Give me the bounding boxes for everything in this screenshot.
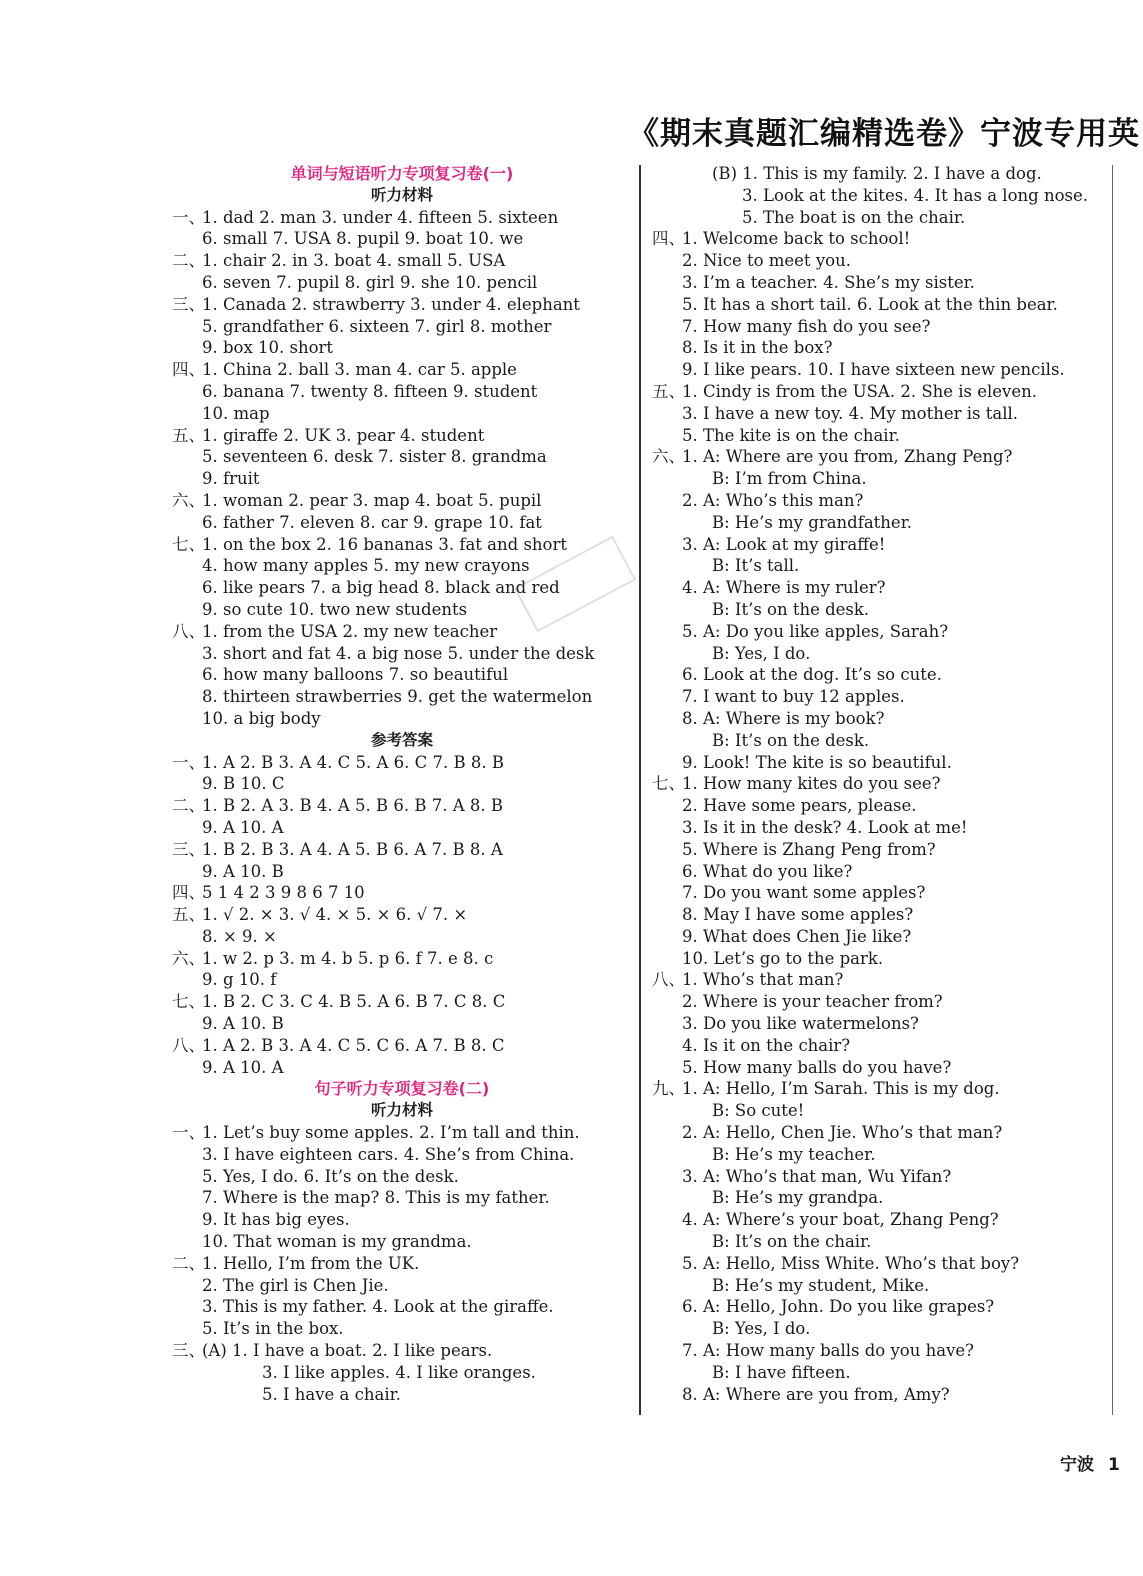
item-text: 3. short and fat 4. a big nose 5. under the desk: [202, 643, 595, 663]
item-text: B: It’s tall.: [712, 556, 800, 576]
item-text: 9. It has big eyes.: [202, 1210, 350, 1230]
item-text: 5. Yes, I do. 6. It’s on the desk.: [202, 1166, 459, 1186]
item-text: 8. Is it in the box?: [682, 338, 833, 358]
section2-material-heading: 听力材料: [370, 1101, 433, 1120]
text-line: [172, 468, 632, 490]
item-text: 9. Look! The kite is so beautiful.: [682, 752, 952, 772]
text-line: [172, 1362, 632, 1384]
item-text: 5. The kite is on the chair.: [682, 425, 900, 445]
text-line: [652, 839, 1112, 861]
text-line: [172, 773, 632, 795]
item-text: 5. I have a chair.: [262, 1384, 401, 1404]
item-number: 五、: [172, 425, 205, 445]
item-text: B: Yes, I do.: [712, 1319, 811, 1339]
item-text: 3. I like apples. 4. I like oranges.: [262, 1362, 536, 1382]
item-text: 1. B 2. A 3. B 4. A 5. B 6. B 7. A 8. B: [202, 796, 503, 816]
text-line: [172, 1231, 632, 1253]
text-line: [172, 948, 632, 970]
text-line: [652, 1253, 1112, 1275]
item-text: (A) 1. I have a boat. 2. I like pears.: [202, 1341, 493, 1361]
text-line: [172, 1209, 632, 1231]
text-line: [652, 403, 1112, 425]
text-line: [172, 1013, 632, 1035]
text-line: [172, 686, 632, 708]
text-line: [652, 991, 1112, 1013]
text-line: [652, 686, 1112, 708]
item-text: 4. how many apples 5. my new crayons: [202, 556, 530, 576]
item-text: 1. Cindy is from the USA. 2. She is eleven.: [682, 381, 1038, 401]
text-line: [172, 1296, 632, 1318]
item-text: 5. A: Do you like apples, Sarah?: [682, 621, 949, 641]
item-text: 1. How many kites do you see?: [682, 774, 941, 794]
text-line: [652, 1209, 1112, 1231]
item-text: B: It’s on the desk.: [712, 599, 870, 619]
item-text: 6. like pears 7. a big head 8. black and red: [202, 578, 560, 598]
item-text: B: Yes, I do.: [712, 643, 811, 663]
item-text: 8. A: Where is my book?: [682, 708, 885, 728]
item-number: 七、: [172, 534, 205, 554]
item-text: 9. B 10. C: [202, 774, 285, 794]
item-text: 10. a big body: [202, 708, 321, 728]
item-number: 六、: [172, 948, 205, 968]
item-text: 1. from the USA 2. my new teacher: [202, 621, 498, 641]
item-number: 四、: [172, 360, 205, 380]
text-line: [652, 1144, 1112, 1166]
item-text: 6. seven 7. pupil 8. girl 9. she 10. pencil: [202, 272, 538, 292]
text-line: [652, 512, 1112, 534]
text-line: [172, 1275, 632, 1297]
item-text: 3. I have eighteen cars. 4. She’s from China.: [202, 1144, 575, 1164]
item-number: 四、: [652, 229, 685, 249]
right-column: [652, 163, 1112, 1405]
text-line: [172, 1035, 632, 1057]
item-text: B: It’s on the desk.: [712, 730, 870, 750]
item-text: B: It’s on the chair.: [712, 1232, 872, 1252]
text-line: [172, 882, 632, 904]
item-text: 1. Welcome back to school!: [682, 229, 911, 249]
text-line: [652, 1035, 1112, 1057]
text-line: [652, 621, 1112, 643]
text-line: [172, 1340, 632, 1362]
item-number: 一、: [172, 207, 205, 227]
text-line: [652, 773, 1112, 795]
item-text: 4. Is it on the chair?: [682, 1035, 851, 1055]
text-line: [172, 381, 632, 403]
item-number: 三、: [172, 1341, 205, 1361]
item-text: B: He’s my grandfather.: [712, 512, 913, 532]
item-text: B: He’s my student, Mike.: [712, 1275, 930, 1295]
item-text: 6. father 7. eleven 8. car 9. grape 10. fat: [202, 512, 542, 532]
text-line: [652, 730, 1112, 752]
item-text: 8. × 9. ×: [202, 926, 277, 946]
item-text: 7. I want to buy 12 apples.: [682, 687, 905, 707]
text-line: [172, 1144, 632, 1166]
item-text: 5. seventeen 6. desk 7. sister 8. grandma: [202, 447, 547, 467]
item-text: 1. √ 2. × 3. √ 4. × 5. × 6. √ 7. ×: [202, 905, 468, 925]
item-text: 6. banana 7. twenty 8. fifteen 9. student: [202, 381, 538, 401]
text-line: [652, 1013, 1112, 1035]
item-text: B: I have fifteen.: [712, 1362, 851, 1382]
item-text: 9. What does Chen Jie like?: [682, 926, 912, 946]
text-line: [172, 1166, 632, 1188]
text-line: [172, 207, 632, 229]
text-line: [172, 359, 632, 381]
item-text: 8. thirteen strawberries 9. get the watermelon: [202, 687, 593, 707]
item-text: 1. A: Hello, I’m Sarah. This is my dog.: [682, 1079, 1000, 1099]
item-text: 5. How many balls do you have?: [682, 1057, 952, 1077]
text-line: [172, 1253, 632, 1275]
item-text: 5. A: Hello, Miss White. Who’s that boy?: [682, 1253, 1020, 1273]
item-text: 9. A 10. B: [202, 861, 284, 881]
item-text: 6. how many balloons 7. so beautiful: [202, 665, 509, 685]
item-text: 5. grandfather 6. sixteen 7. girl 8. mother: [202, 316, 552, 336]
text-line: [652, 207, 1112, 229]
text-line: [172, 1187, 632, 1209]
item-text: 2. A: Who’s this man?: [682, 490, 864, 510]
item-text: 3. A: Who’s that man, Wu Yifan?: [682, 1166, 952, 1186]
text-line: [172, 294, 632, 316]
section1-material-heading: 听力材料: [370, 185, 433, 204]
item-text: 9. A 10. B: [202, 1014, 284, 1034]
text-line: [172, 1122, 632, 1144]
text-line: [652, 468, 1112, 490]
text-line: [652, 1122, 1112, 1144]
item-text: 5. It has a short tail. 6. Look at the thin bear.: [682, 294, 1058, 314]
page-footer: [1060, 1450, 1120, 1475]
text-line: [172, 752, 632, 774]
item-text: 7. How many fish do you see?: [682, 316, 931, 336]
item-number: 五、: [172, 905, 205, 925]
page-number: 1: [1108, 1455, 1120, 1475]
text-line: [652, 1100, 1112, 1122]
item-text: 7. A: How many balls do you have?: [682, 1341, 975, 1361]
left-column: [172, 163, 632, 1405]
text-line: [652, 1187, 1112, 1209]
item-text: 2. A: Hello, Chen Jie. Who’s that man?: [682, 1123, 1003, 1143]
text-line: [172, 425, 632, 447]
text-line: [172, 446, 632, 468]
text-line: [652, 1231, 1112, 1253]
item-text: 1. on the box 2. 16 bananas 3. fat and short: [202, 534, 567, 554]
text-line: [172, 228, 632, 250]
answers-heading: 参考答案: [370, 730, 433, 749]
text-line: [652, 1275, 1112, 1297]
item-number: 四、: [172, 883, 205, 903]
item-text: 8. May I have some apples?: [682, 905, 914, 925]
text-line: [652, 969, 1112, 991]
text-line: [172, 316, 632, 338]
item-text: 4. A: Where’s your boat, Zhang Peng?: [682, 1210, 999, 1230]
text-line: [652, 272, 1112, 294]
item-text: 1. A 2. B 3. A 4. C 5. A 6. C 7. B 8. B: [202, 752, 504, 772]
item-number: 六、: [652, 447, 685, 467]
item-text: 3. Do you like watermelons?: [682, 1014, 919, 1034]
text-line: [172, 512, 632, 534]
text-line: [652, 948, 1112, 970]
item-text: 6. A: Hello, John. Do you like grapes?: [682, 1297, 995, 1317]
text-line: [172, 250, 632, 272]
text-line: [652, 926, 1112, 948]
item-number: 三、: [172, 839, 205, 859]
text-line: [652, 861, 1112, 883]
text-line: [652, 643, 1112, 665]
text-line: [652, 1057, 1112, 1079]
item-text: 1. A 2. B 3. A 4. C 5. C 6. A 7. B 8. C: [202, 1035, 505, 1055]
item-text: 5 1 4 2 3 9 8 6 7 10: [202, 883, 365, 903]
item-text: 10. That woman is my grandma.: [202, 1232, 472, 1252]
text-line: [652, 163, 1112, 185]
item-text: 2. Nice to meet you.: [682, 251, 851, 271]
item-text: (B) 1. This is my family. 2. I have a dog.: [712, 164, 1042, 183]
text-line: [172, 969, 632, 991]
text-line: [652, 425, 1112, 447]
item-text: B: I’m from China.: [712, 469, 867, 489]
text-line: [652, 1166, 1112, 1188]
item-text: 6. What do you like?: [682, 861, 853, 881]
text-line: [652, 446, 1112, 468]
item-text: 3. I’m a teacher. 4. She’s my sister.: [682, 272, 975, 292]
item-text: 1. A: Where are you from, Zhang Peng?: [682, 447, 1013, 467]
item-text: 9. so cute 10. two new students: [202, 599, 468, 619]
text-line: [172, 817, 632, 839]
item-text: 8. A: Where are you from, Amy?: [682, 1384, 950, 1404]
item-text: 9. g 10. f: [202, 970, 277, 990]
text-line: [652, 599, 1112, 621]
item-text: 9. A 10. A: [202, 817, 284, 837]
item-number: 五、: [652, 381, 685, 401]
item-text: B: He’s my teacher.: [712, 1144, 876, 1164]
item-text: 9. fruit: [202, 469, 260, 489]
item-number: 八、: [652, 970, 685, 990]
item-text: 3. A: Look at my giraffe!: [682, 534, 886, 554]
item-number: 二、: [172, 1253, 205, 1273]
item-text: 1. chair 2. in 3. boat 4. small 5. USA: [202, 251, 506, 271]
text-line: [652, 381, 1112, 403]
text-line: [652, 708, 1112, 730]
item-text: 7. Where is the map? 8. This is my father.: [202, 1188, 550, 1208]
text-line: [172, 337, 632, 359]
text-line: [652, 795, 1112, 817]
text-line: [172, 403, 632, 425]
text-line: [172, 490, 632, 512]
item-text: 1. giraffe 2. UK 3. pear 4. student: [202, 425, 485, 445]
text-line: [172, 991, 632, 1013]
text-line: [652, 250, 1112, 272]
item-number: 一、: [172, 1123, 205, 1143]
item-number: 二、: [172, 251, 205, 271]
item-text: 2. The girl is Chen Jie.: [202, 1275, 389, 1295]
item-text: 1. China 2. ball 3. man 4. car 5. apple: [202, 360, 517, 380]
item-text: 9. A 10. A: [202, 1057, 284, 1077]
text-line: [172, 643, 632, 665]
answer-lines: [172, 752, 632, 1079]
right-column-lines: [652, 163, 1112, 1405]
item-text: 3. This is my father. 4. Look at the giraffe.: [202, 1297, 554, 1317]
item-text: 2. Have some pears, please.: [682, 796, 917, 816]
item-text: 6. Look at the dog. It’s so cute.: [682, 665, 942, 685]
item-text: 3. Look at the kites. 4. It has a long nose.: [742, 185, 1088, 205]
text-line: [652, 294, 1112, 316]
item-text: 3. I have a new toy. 4. My mother is tall.: [682, 403, 1019, 423]
item-text: B: He’s my grandpa.: [712, 1188, 884, 1208]
header-title: 《期末真题汇编精选卷》宁波专用英: [628, 116, 1140, 152]
item-text: 1. Hello, I’m from the UK.: [202, 1253, 420, 1273]
text-line: [652, 817, 1112, 839]
text-line: [172, 839, 632, 861]
text-line: [652, 1318, 1112, 1340]
text-line: [652, 185, 1112, 207]
item-text: 1. B 2. C 3. C 4. B 5. A 6. B 7. C 8. C: [202, 992, 506, 1012]
text-line: [652, 664, 1112, 686]
item-number: 八、: [172, 621, 205, 641]
text-line: [172, 861, 632, 883]
item-text: 9. box 10. short: [202, 338, 334, 358]
item-text: 1. w 2. p 3. m 4. b 5. p 6. f 7. e 8. c: [202, 948, 494, 968]
text-line: [172, 577, 632, 599]
item-text: 1. woman 2. pear 3. map 4. boat 5. pupil: [202, 490, 542, 510]
item-text: 7. Do you want some apples?: [682, 883, 926, 903]
text-line: [172, 904, 632, 926]
section1-title: 单词与短语听力专项复习卷(一): [290, 164, 514, 183]
text-line: [652, 752, 1112, 774]
section2-title: 句子听力专项复习卷(二): [314, 1079, 490, 1099]
column-divider: [639, 165, 641, 1415]
text-line: [652, 1340, 1112, 1362]
text-line: [652, 904, 1112, 926]
text-line: [172, 1318, 632, 1340]
text-line: [172, 534, 632, 556]
text-line: [652, 1362, 1112, 1384]
text-line: [172, 272, 632, 294]
item-text: 1. Let’s buy some apples. 2. I’m tall and thin.: [202, 1123, 580, 1143]
text-line: [172, 664, 632, 686]
item-number: 九、: [652, 1079, 685, 1099]
item-text: 4. A: Where is my ruler?: [682, 578, 886, 598]
text-line: [172, 926, 632, 948]
item-text: 5. Where is Zhang Peng from?: [682, 839, 936, 859]
item-number: 一、: [172, 752, 205, 772]
item-text: 9. I like pears. 10. I have sixteen new pencils.: [682, 360, 1065, 380]
text-line: [172, 1384, 632, 1406]
text-line: [172, 599, 632, 621]
section2-lines: [172, 1122, 632, 1405]
item-text: 1. Who’s that man?: [682, 970, 844, 990]
item-text: 1. dad 2. man 3. under 4. fifteen 5. sixteen: [202, 207, 559, 227]
item-text: 2. Where is your teacher from?: [682, 992, 943, 1012]
footer-region: 宁波: [1060, 1455, 1094, 1475]
text-line: [172, 708, 632, 730]
item-number: 三、: [172, 294, 205, 314]
item-text: 1. B 2. B 3. A 4. A 5. B 6. A 7. B 8. A: [202, 839, 503, 859]
section1-lines: [172, 207, 632, 730]
item-text: 10. map: [202, 403, 270, 423]
text-line: [652, 534, 1112, 556]
text-line: [652, 490, 1112, 512]
item-text: 10. Let’s go to the park.: [682, 948, 884, 968]
text-line: [172, 555, 632, 577]
item-text: 6. small 7. USA 8. pupil 9. boat 10. we: [202, 229, 524, 249]
text-line: [652, 228, 1112, 250]
item-text: B: So cute!: [712, 1101, 805, 1121]
item-number: 七、: [172, 992, 205, 1012]
text-line: [652, 1078, 1112, 1100]
text-line: [652, 1296, 1112, 1318]
text-line: [172, 795, 632, 817]
item-text: 5. The boat is on the chair.: [742, 207, 966, 227]
item-number: 七、: [652, 774, 685, 794]
item-number: 八、: [172, 1035, 205, 1055]
text-line: [172, 1057, 632, 1079]
item-number: 六、: [172, 490, 205, 510]
text-line: [652, 1384, 1112, 1406]
text-line: [652, 316, 1112, 338]
item-text: 5. It’s in the box.: [202, 1319, 344, 1339]
item-text: 3. Is it in the desk? 4. Look at me!: [682, 817, 968, 837]
item-text: 1. Canada 2. strawberry 3. under 4. elephant: [202, 294, 580, 314]
text-line: [652, 555, 1112, 577]
text-line: [172, 621, 632, 643]
text-line: [652, 577, 1112, 599]
text-line: [652, 359, 1112, 381]
right-edge-rule: [1112, 165, 1113, 1415]
item-number: 二、: [172, 796, 205, 816]
text-line: [652, 337, 1112, 359]
text-line: [652, 882, 1112, 904]
